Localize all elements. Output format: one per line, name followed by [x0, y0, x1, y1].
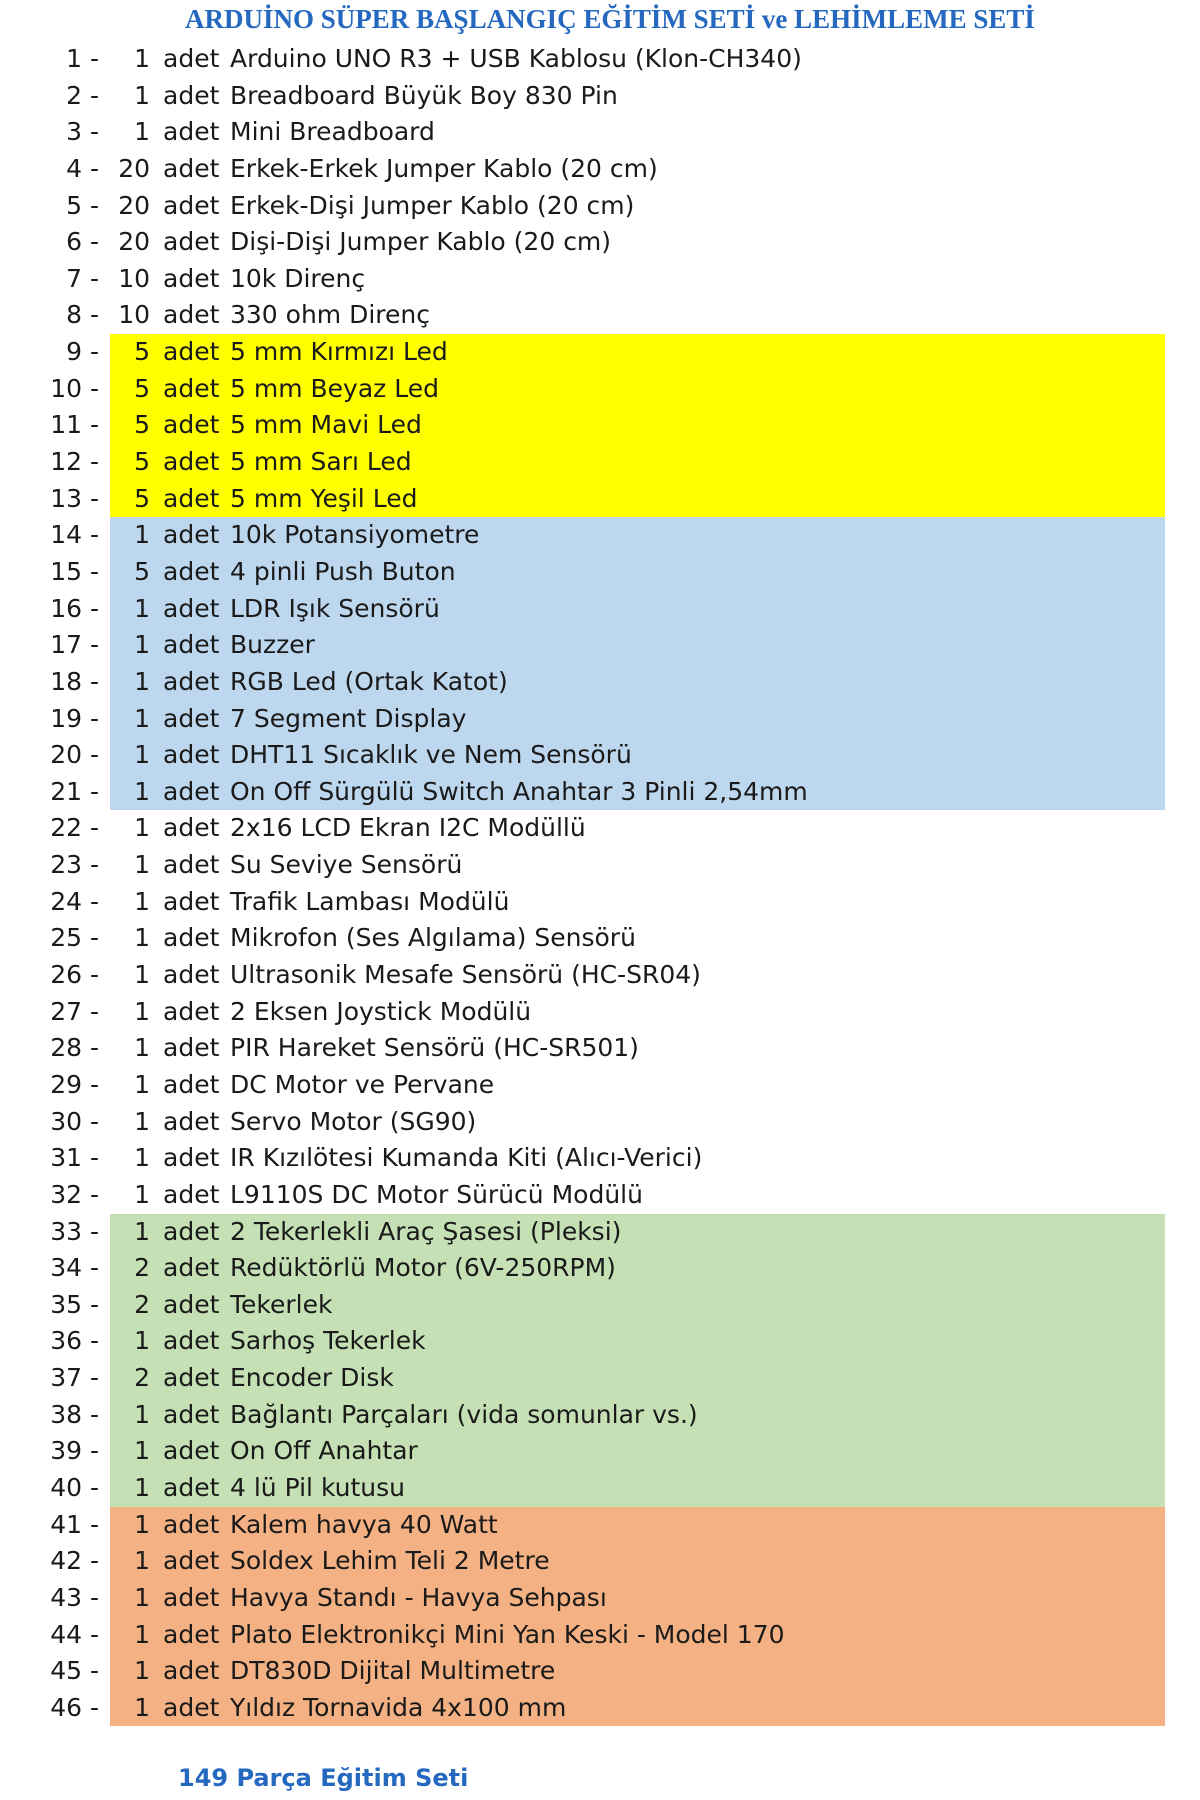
list-item [0, 1690, 1200, 1727]
item-unit: adet [163, 740, 220, 770]
item-number: 5 - [66, 190, 99, 220]
list-item [0, 297, 1200, 334]
item-unit: adet [163, 1216, 220, 1246]
item-unit: adet [163, 813, 220, 843]
item-quantity: 10 [118, 263, 150, 293]
item-quantity: 1 [134, 630, 150, 660]
list-item [0, 1177, 1200, 1214]
item-number: 8 - [66, 300, 99, 330]
item-description: Redüktörlü Motor (6V-250RPM) [230, 1253, 616, 1283]
item-quantity: 2 [134, 1363, 150, 1393]
list-item [0, 1067, 1200, 1104]
item-quantity: 1 [134, 1619, 150, 1649]
item-quantity: 1 [134, 1656, 150, 1686]
list-item [0, 591, 1200, 628]
item-quantity: 1 [134, 1179, 150, 1209]
item-quantity: 1 [134, 666, 150, 696]
list-item [0, 847, 1200, 884]
item-unit: adet [163, 1472, 220, 1502]
list-item [0, 1397, 1200, 1434]
item-number: 19 - [50, 703, 99, 733]
list-item [0, 151, 1200, 188]
item-description: Kalem havya 40 Watt [230, 1509, 498, 1539]
item-unit: adet [163, 117, 220, 147]
item-unit: adet [163, 410, 220, 440]
item-number: 46 - [50, 1692, 99, 1722]
item-quantity: 1 [134, 117, 150, 147]
item-number: 15 - [50, 556, 99, 586]
item-unit: adet [163, 703, 220, 733]
list-item [0, 1360, 1200, 1397]
item-quantity: 5 [134, 373, 150, 403]
list-item [0, 224, 1200, 261]
item-number: 11 - [50, 410, 99, 440]
list-item [0, 1433, 1200, 1470]
item-description: Mikrofon (Ses Algılama) Sensörü [230, 923, 636, 953]
item-quantity: 1 [134, 520, 150, 550]
item-unit: adet [163, 886, 220, 916]
item-unit: adet [163, 996, 220, 1026]
item-description: 5 mm Beyaz Led [230, 373, 439, 403]
list-item [0, 1104, 1200, 1141]
item-number: 14 - [50, 520, 99, 550]
list-item [0, 1470, 1200, 1507]
item-quantity: 1 [134, 703, 150, 733]
item-description: On Off Sürgülü Switch Anahtar 3 Pinli 2,54mm [230, 776, 808, 806]
item-description: 10k Potansiyometre [230, 520, 480, 550]
item-number: 31 - [50, 1143, 99, 1173]
item-quantity: 1 [134, 1582, 150, 1612]
item-unit: adet [163, 80, 220, 110]
item-number: 40 - [50, 1472, 99, 1502]
item-unit: adet [163, 373, 220, 403]
item-description: DC Motor ve Pervane [230, 1069, 495, 1099]
item-description: Dişi-Dişi Jumper Kablo (20 cm) [230, 227, 612, 257]
list-item [0, 371, 1200, 408]
list-item [0, 407, 1200, 444]
item-number: 21 - [50, 776, 99, 806]
item-unit: adet [163, 44, 220, 73]
item-quantity: 1 [134, 1472, 150, 1502]
item-quantity: 1 [134, 1033, 150, 1063]
item-description: Havya Standı - Havya Sehpası [230, 1582, 607, 1612]
item-unit: adet [163, 447, 220, 477]
list-item [0, 517, 1200, 554]
item-quantity: 20 [118, 190, 150, 220]
item-quantity: 5 [134, 483, 150, 513]
item-description: LDR Işık Sensörü [230, 593, 440, 623]
item-quantity: 1 [134, 1436, 150, 1466]
list-item [0, 188, 1200, 225]
item-unit: adet [163, 1619, 220, 1649]
item-number: 37 - [50, 1363, 99, 1393]
item-list [0, 41, 1200, 1726]
item-unit: adet [163, 1582, 220, 1612]
list-item [0, 1287, 1200, 1324]
list-item [0, 554, 1200, 591]
footer-summary: 149 Parça Eğitim Seti [178, 1764, 469, 1792]
item-number: 30 - [50, 1106, 99, 1136]
item-description: Servo Motor (SG90) [230, 1106, 477, 1136]
item-number: 33 - [50, 1216, 99, 1246]
item-quantity: 5 [134, 337, 150, 367]
item-quantity: 1 [134, 850, 150, 880]
item-number: 36 - [50, 1326, 99, 1356]
item-unit: adet [163, 1143, 220, 1173]
list-item [0, 261, 1200, 298]
item-number: 12 - [50, 447, 99, 477]
list-item [0, 1580, 1200, 1617]
item-unit: adet [163, 520, 220, 550]
list-item [0, 1140, 1200, 1177]
item-description: 2 Tekerlekli Araç Şasesi (Pleksi) [230, 1216, 622, 1246]
list-item [0, 78, 1200, 115]
item-unit: adet [163, 960, 220, 990]
list-item [0, 41, 1200, 78]
item-quantity: 1 [134, 1106, 150, 1136]
item-description: 5 mm Sarı Led [230, 447, 412, 477]
item-description: 2x16 LCD Ekran I2C Modüllü [230, 813, 586, 843]
item-description: 4 lü Pil kutusu [230, 1472, 406, 1502]
item-description: Arduino UNO R3 + USB Kablosu (Klon-CH340) [230, 44, 802, 73]
item-quantity: 1 [134, 813, 150, 843]
item-description: Sarhoş Tekerlek [230, 1326, 426, 1356]
item-number: 41 - [50, 1509, 99, 1539]
item-unit: adet [163, 1363, 220, 1393]
list-item [0, 481, 1200, 518]
item-description: On Off Anahtar [230, 1436, 418, 1466]
item-unit: adet [163, 1546, 220, 1576]
list-item [0, 444, 1200, 481]
item-number: 2 - [66, 80, 99, 110]
item-quantity: 5 [134, 410, 150, 440]
item-quantity: 1 [134, 1326, 150, 1356]
item-number: 27 - [50, 996, 99, 1026]
item-number: 7 - [66, 263, 99, 293]
item-number: 32 - [50, 1179, 99, 1209]
item-unit: adet [163, 1033, 220, 1063]
item-unit: adet [163, 1399, 220, 1429]
list-item [0, 737, 1200, 774]
item-quantity: 1 [134, 886, 150, 916]
item-quantity: 1 [134, 44, 150, 73]
item-number: 39 - [50, 1436, 99, 1466]
item-unit: adet [163, 300, 220, 330]
item-description: 10k Direnç [230, 263, 366, 293]
item-unit: adet [163, 1179, 220, 1209]
list-item [0, 1250, 1200, 1287]
item-description: Yıldız Tornavida 4x100 mm [230, 1692, 567, 1722]
item-unit: adet [163, 630, 220, 660]
item-number: 1 - [66, 44, 99, 73]
item-unit: adet [163, 1253, 220, 1283]
item-description: DT830D Dijital Multimetre [230, 1656, 556, 1686]
item-quantity: 1 [134, 80, 150, 110]
item-number: 44 - [50, 1619, 99, 1649]
item-number: 28 - [50, 1033, 99, 1063]
item-quantity: 10 [118, 300, 150, 330]
item-unit: adet [163, 776, 220, 806]
item-quantity: 5 [134, 556, 150, 586]
item-quantity: 1 [134, 923, 150, 953]
item-description: Tekerlek [230, 1289, 333, 1319]
list-item [0, 884, 1200, 921]
item-description: DHT11 Sıcaklık ve Nem Sensörü [230, 740, 632, 770]
item-unit: adet [163, 556, 220, 586]
item-description: 7 Segment Display [230, 703, 467, 733]
item-quantity: 1 [134, 740, 150, 770]
item-unit: adet [163, 1692, 220, 1722]
item-number: 13 - [50, 483, 99, 513]
item-description: Trafik Lambası Modülü [230, 886, 510, 916]
item-description: 330 ohm Direnç [230, 300, 430, 330]
item-unit: adet [163, 263, 220, 293]
item-unit: adet [163, 1326, 220, 1356]
list-item [0, 1543, 1200, 1580]
item-number: 24 - [50, 886, 99, 916]
item-unit: adet [163, 1656, 220, 1686]
item-number: 20 - [50, 740, 99, 770]
item-quantity: 1 [134, 1143, 150, 1173]
item-quantity: 20 [118, 153, 150, 183]
item-quantity: 2 [134, 1253, 150, 1283]
item-description: L9110S DC Motor Sürücü Modülü [230, 1179, 643, 1209]
item-unit: adet [163, 666, 220, 696]
item-description: Mini Breadboard [230, 117, 435, 147]
item-number: 25 - [50, 923, 99, 953]
item-quantity: 1 [134, 593, 150, 623]
item-number: 9 - [66, 337, 99, 367]
item-description: Ultrasonik Mesafe Sensörü (HC-SR04) [230, 960, 701, 990]
item-number: 10 - [50, 373, 99, 403]
item-number: 42 - [50, 1546, 99, 1576]
list-item [0, 1653, 1200, 1690]
list-item [0, 1030, 1200, 1067]
item-quantity: 5 [134, 447, 150, 477]
item-quantity: 1 [134, 1399, 150, 1429]
item-description: Soldex Lehim Teli 2 Metre [230, 1546, 550, 1576]
item-description: Breadboard Büyük Boy 830 Pin [230, 80, 618, 110]
item-unit: adet [163, 593, 220, 623]
item-quantity: 1 [134, 1546, 150, 1576]
item-unit: adet [163, 1436, 220, 1466]
list-item [0, 334, 1200, 371]
item-number: 45 - [50, 1656, 99, 1686]
item-unit: adet [163, 227, 220, 257]
item-unit: adet [163, 190, 220, 220]
item-description: 5 mm Yeşil Led [230, 483, 418, 513]
list-item [0, 774, 1200, 811]
item-description: RGB Led (Ortak Katot) [230, 666, 508, 696]
item-number: 3 - [66, 117, 99, 147]
item-description: 5 mm Mavi Led [230, 410, 422, 440]
list-item [0, 994, 1200, 1031]
item-description: Bağlantı Parçaları (vida somunlar vs.) [230, 1399, 698, 1429]
item-description: PIR Hareket Sensörü (HC-SR501) [230, 1033, 639, 1063]
item-number: 22 - [50, 813, 99, 843]
item-number: 18 - [50, 666, 99, 696]
page-title: ARDUİNO SÜPER BAŞLANGIÇ EĞİTİM SETİ ve LEHİMLEME SETİ [185, 4, 1035, 34]
item-description: Erkek-Erkek Jumper Kablo (20 cm) [230, 153, 658, 183]
item-unit: adet [163, 483, 220, 513]
item-unit: adet [163, 1509, 220, 1539]
item-quantity: 1 [134, 1069, 150, 1099]
list-item [0, 1507, 1200, 1544]
item-quantity: 2 [134, 1289, 150, 1319]
item-number: 29 - [50, 1069, 99, 1099]
item-description: 4 pinli Push Buton [230, 556, 456, 586]
list-item [0, 957, 1200, 994]
item-description: Encoder Disk [230, 1363, 394, 1393]
list-item [0, 627, 1200, 664]
list-item [0, 810, 1200, 847]
item-description: Erkek-Dişi Jumper Kablo (20 cm) [230, 190, 635, 220]
item-quantity: 1 [134, 960, 150, 990]
list-item [0, 1214, 1200, 1251]
item-number: 4 - [66, 153, 99, 183]
item-unit: adet [163, 153, 220, 183]
list-item [0, 114, 1200, 151]
item-number: 16 - [50, 593, 99, 623]
list-item [0, 701, 1200, 738]
item-unit: adet [163, 923, 220, 953]
item-unit: adet [163, 850, 220, 880]
item-description: Plato Elektronikçi Mini Yan Keski - Model 170 [230, 1619, 785, 1649]
item-unit: adet [163, 1069, 220, 1099]
list-item [0, 1323, 1200, 1360]
item-quantity: 1 [134, 1509, 150, 1539]
list-item [0, 664, 1200, 701]
item-quantity: 1 [134, 996, 150, 1026]
item-unit: adet [163, 337, 220, 367]
item-number: 38 - [50, 1399, 99, 1429]
item-number: 6 - [66, 227, 99, 257]
item-number: 43 - [50, 1582, 99, 1612]
item-description: 2 Eksen Joystick Modülü [230, 996, 532, 1026]
item-quantity: 1 [134, 776, 150, 806]
item-unit: adet [163, 1289, 220, 1319]
item-number: 17 - [50, 630, 99, 660]
item-number: 34 - [50, 1253, 99, 1283]
item-unit: adet [163, 1106, 220, 1136]
item-number: 26 - [50, 960, 99, 990]
item-description: Su Seviye Sensörü [230, 850, 463, 880]
item-quantity: 1 [134, 1692, 150, 1722]
item-number: 23 - [50, 850, 99, 880]
item-quantity: 20 [118, 227, 150, 257]
item-quantity: 1 [134, 1216, 150, 1246]
item-description: 5 mm Kırmızı Led [230, 337, 448, 367]
list-item [0, 1617, 1200, 1654]
item-description: Buzzer [230, 630, 315, 660]
item-description: IR Kızılötesi Kumanda Kiti (Alıcı-Verici) [230, 1143, 703, 1173]
list-item [0, 920, 1200, 957]
item-number: 35 - [50, 1289, 99, 1319]
